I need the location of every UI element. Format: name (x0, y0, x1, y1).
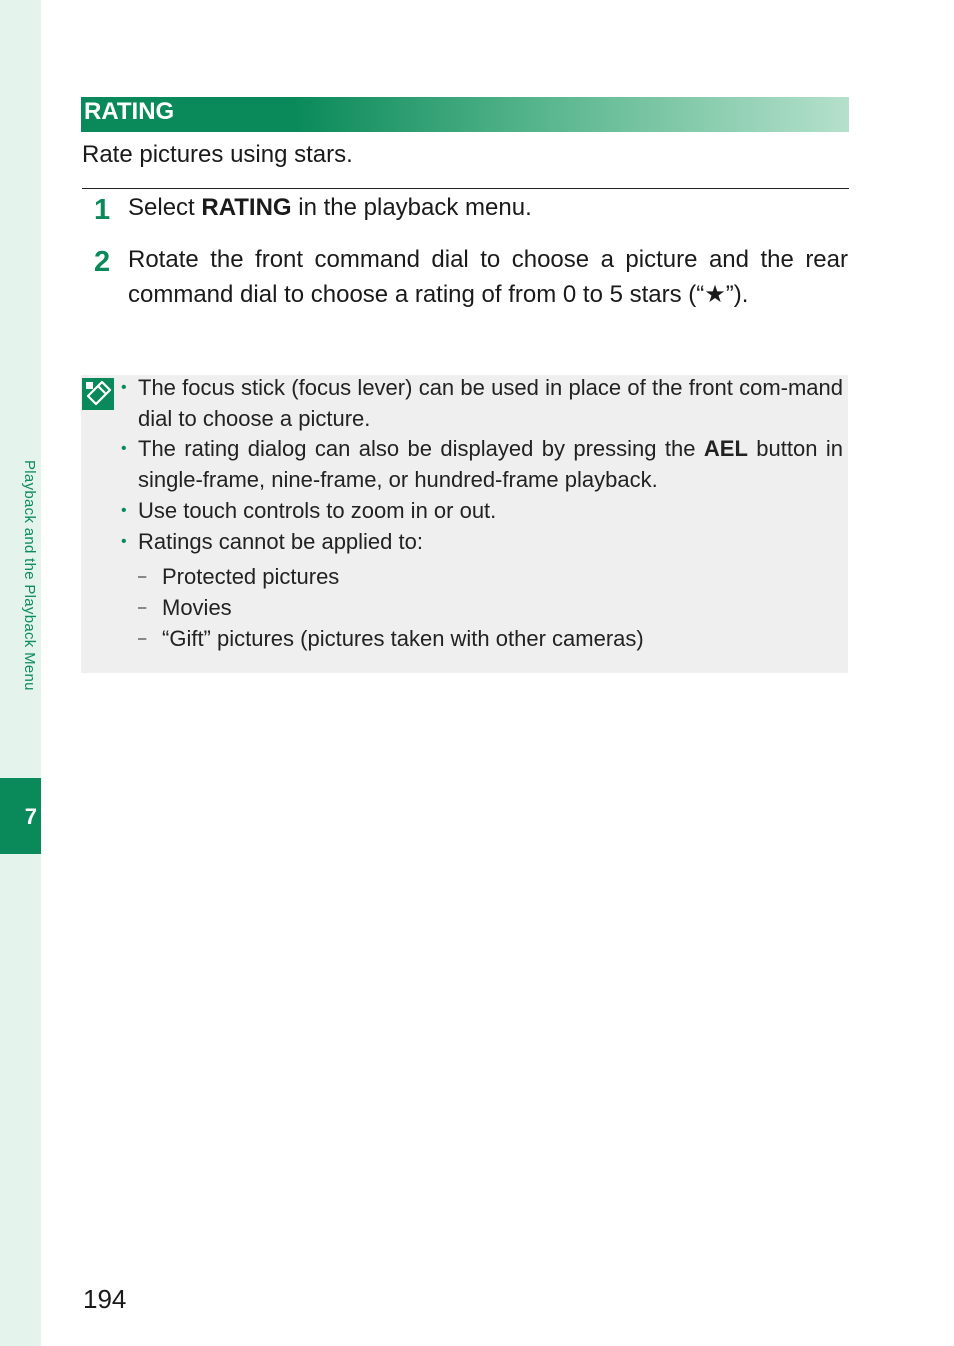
sub-list-item (138, 561, 838, 592)
sub-list-item (138, 623, 838, 654)
list-item (121, 495, 843, 526)
button-name: AEL (703, 436, 748, 461)
bullet-text: Ratings cannot be applied to: (138, 529, 423, 554)
bullet-dot: • (121, 502, 127, 519)
divider (82, 188, 849, 189)
step-text-post: in the playback menu. (291, 194, 532, 221)
section-intro: Rate pictures using stars. (82, 141, 353, 168)
menu-item-name: RATING (201, 194, 292, 221)
bullet-dot: • (121, 379, 127, 396)
step-number: 1 (94, 194, 111, 226)
chapter-number: 7 (24, 804, 37, 829)
note-box (81, 375, 848, 673)
sub-dash: – (138, 630, 147, 647)
step-text (128, 190, 848, 225)
step-number: 2 (94, 246, 111, 278)
bullet-dot: • (121, 533, 127, 550)
bullet-text: Use touch controls to zoom in or out. (138, 498, 497, 523)
chapter-side-label: Playback and the Playback Menu (21, 460, 38, 691)
list-item (121, 526, 843, 557)
sub-dash: – (138, 568, 147, 585)
list-item (121, 433, 843, 495)
step-text: Rotate the front command dial to choose a picture and the rear command dial to choose a rating of from 0 to 5 stars (“★”). (128, 246, 848, 308)
list-item (121, 372, 843, 434)
step-text-pre: Select (128, 194, 202, 221)
bullet-text-pre: The rating dialog can also be displayed by pressing the (138, 436, 704, 461)
section-title: RATING (84, 98, 175, 125)
sub-text: Movies (162, 595, 232, 620)
sub-list-item (138, 592, 838, 623)
bullet-text: The focus stick (focus lever) can be used in place of the front com-mand dial to choose a picture. (138, 375, 843, 431)
chapter-tab (0, 778, 41, 854)
bullet-dot: • (121, 440, 127, 457)
bullet-text-post: button in single-frame, nine-frame, or hundred-frame playback. (138, 436, 843, 492)
page-number: 194 (83, 1284, 127, 1314)
bullet-text (138, 433, 843, 495)
sub-dash: – (138, 599, 147, 616)
note-pencil-icon (82, 378, 114, 410)
sub-text: “Gift” pictures (pictures taken with other cameras) (162, 626, 644, 651)
section-header (81, 97, 849, 132)
sub-text: Protected pictures (162, 564, 340, 589)
